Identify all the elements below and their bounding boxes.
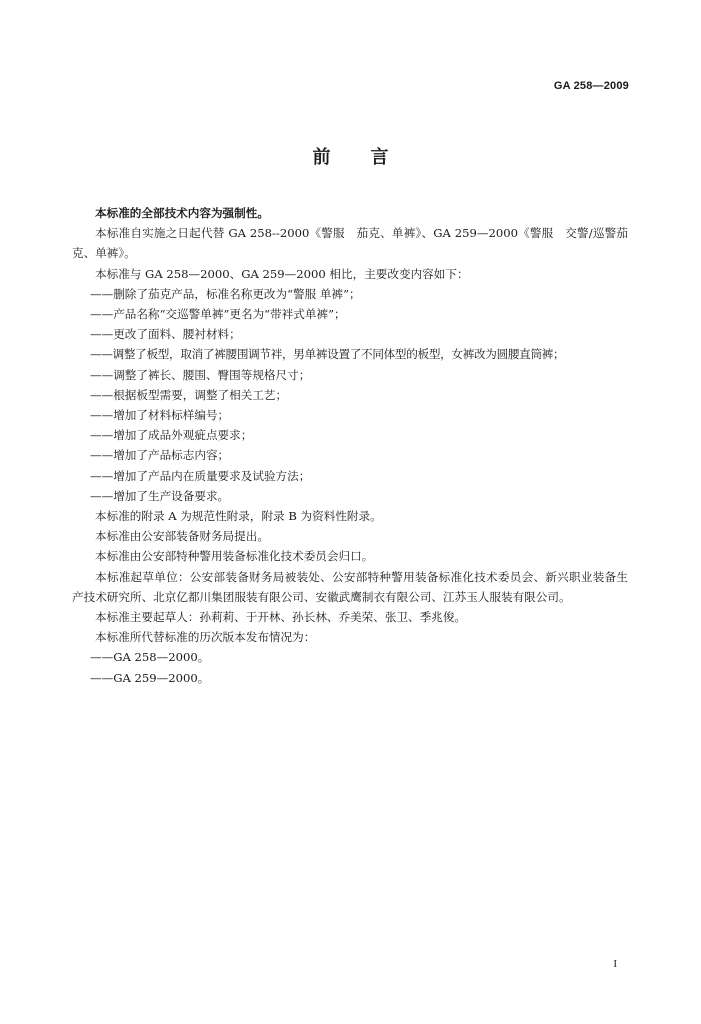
- standard-code: GA 258—2009: [553, 80, 629, 92]
- changes-intro: 本标准与 GA 258—2000、GA 259—2000 相比，主要改变内容如下：: [95, 266, 469, 281]
- change-item: ——增加了成品外观疵点要求；: [90, 428, 253, 443]
- history-item: ——GA 258—2000。: [90, 650, 210, 665]
- drafters-paragraph: 本标准主要起草人：孙莉莉、于开林、孙长林、乔美荣、张卫、季兆俊。: [95, 610, 467, 625]
- history-item: ——GA 259—2000。: [90, 670, 210, 685]
- drafting-units-paragraph: 本标准起草单位：公安部装备财务局被装处、公安部特种警用装备标准化技术委员会、新兴职业装备生产技术研究所、北京亿都川集团服装有限公司、安徽武鹰制衣有限公司、江苏玉人服装有限公司。: [72, 569, 628, 604]
- change-item: ——增加了材料标样编号；: [90, 408, 230, 423]
- change-item: ——增加了生产设备要求。: [90, 488, 230, 503]
- centralized-by-paragraph: 本标准由公安部特种警用装备标准化技术委员会归口。: [95, 549, 374, 564]
- appendix-paragraph: 本标准的附录 A 为规范性附录，附录 B 为资料性附录。: [95, 509, 382, 524]
- change-item: ——产品名称“交巡警单裤”更名为“带袢式单裤”；: [90, 307, 346, 322]
- change-item: ——增加了产品标志内容；: [90, 448, 230, 463]
- change-item: ——更改了面料、腰衬材料；: [90, 327, 241, 342]
- replaces-paragraph: 本标准自实施之日起代替 GA 258--2000《警服 茄克、单裤》、GA 259—2000《警服 交警/巡警茄克、单裤》。: [72, 226, 628, 261]
- page-title: [0, 143, 701, 169]
- change-item: ——根据板型需要，调整了相关工艺；: [90, 387, 288, 402]
- foreword-body: [72, 203, 628, 688]
- change-item: ——增加了产品内在质量要求及试验方法；: [90, 468, 311, 483]
- change-item: ——调整了裤长、腰围、臀围等规格尺寸；: [90, 367, 311, 382]
- proposed-by-paragraph: 本标准由公安部装备财务局提出。: [95, 529, 269, 544]
- change-item: ——删除了茄克产品，标准名称更改为“警服 单裤”；: [90, 286, 361, 301]
- history-intro: 本标准所代替标准的历次版本发布情况为：: [95, 630, 316, 645]
- change-item: ——调整了板型，取消了裤腰围调节袢，男单裤设置了不同体型的板型，女裤改为圆腰直筒裤；: [90, 347, 565, 362]
- mandatory-statement: 本标准的全部技术内容为强制性。: [95, 206, 269, 220]
- title-part-1: 前: [312, 147, 331, 168]
- page-number: I: [613, 958, 617, 970]
- title-part-2: 言: [370, 147, 389, 168]
